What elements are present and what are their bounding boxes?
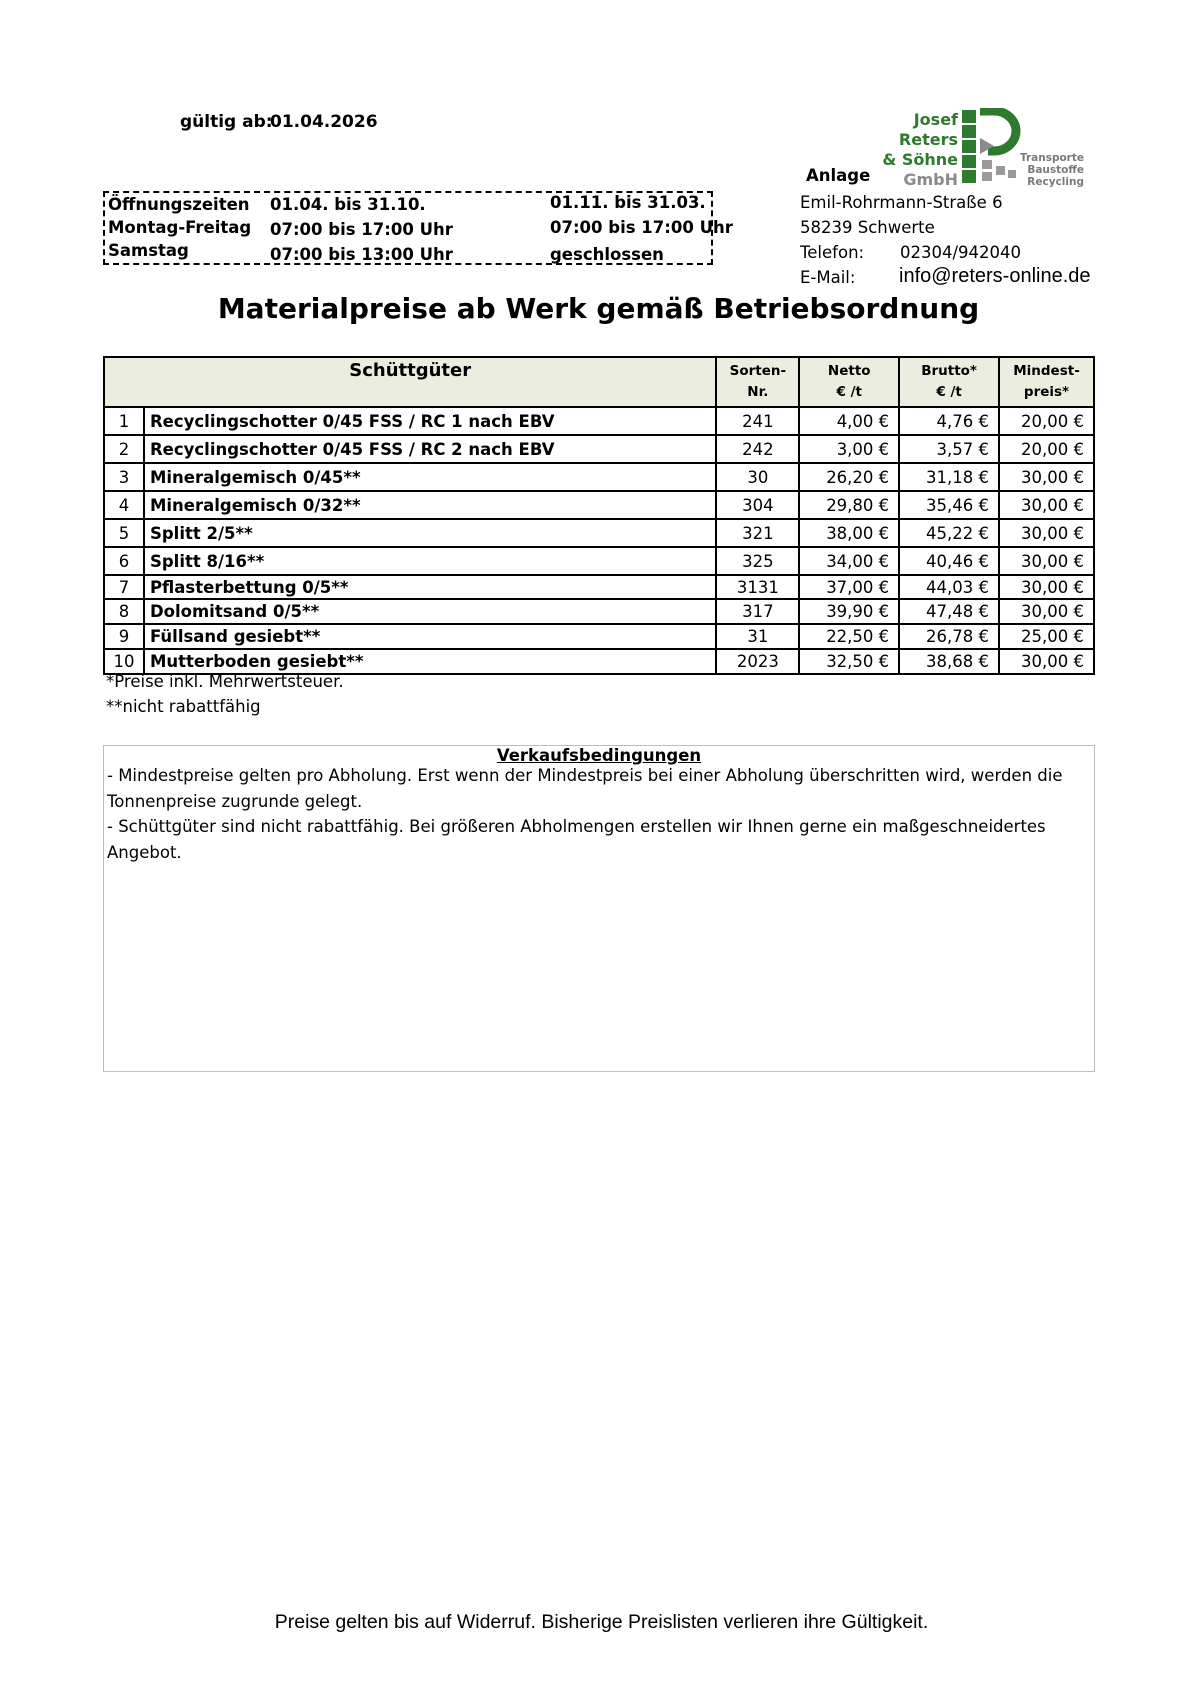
row-min-price: 20,00 € [999,407,1094,435]
vat-note: *Preise inkl. Mehrwertsteuer. [106,672,344,691]
row-min-price: 30,00 € [999,491,1094,519]
row-net: 26,20 € [799,463,899,491]
row-material: Dolomitsand 0/5** [144,599,716,624]
contact-email[interactable]: info@reters-online.de [899,265,1091,287]
logo-service-3: Recycling [1027,176,1084,188]
row-sort-no: 30 [716,463,799,491]
row-min-price: 30,00 € [999,599,1094,624]
weekday-summer-hours: 07:00 bis 17:00 Uhr [270,220,453,239]
row-gross: 47,48 € [899,599,999,624]
contact-street: Emil-Rohrmann-Straße 6 [800,193,1003,212]
row-gross: 38,68 € [899,649,999,674]
logo-line-4: GmbH [903,170,958,189]
header-sort-no: Sorten-Nr. [716,357,799,407]
header-material: Schüttgüter [104,357,716,407]
row-net: 4,00 € [799,407,899,435]
condition-line: - Mindestpreise gelten pro Abholung. Erst wenn der Mindestpreis bei einer Abholung überschritten wird, werden die [107,766,1063,785]
table-row [104,575,1094,599]
row-sort-no: 2023 [716,649,799,674]
sales-conditions-box [103,745,1095,1072]
row-gross: 45,22 € [899,519,999,547]
row-pos: 3 [104,463,144,491]
row-min-price: 30,00 € [999,547,1094,575]
row-net: 3,00 € [799,435,899,463]
row-gross: 3,57 € [899,435,999,463]
row-material: Mineralgemisch 0/45** [144,463,716,491]
page-title: Materialpreise ab Werk gemäß Betriebsordnung [217,292,980,325]
table-row [104,547,1094,575]
row-pos: 9 [104,624,144,649]
row-material: Splitt 2/5** [144,519,716,547]
row-net: 37,00 € [799,575,899,599]
row-min-price: 30,00 € [999,519,1094,547]
logo-line-2: Reters [898,130,958,149]
row-pos: 7 [104,575,144,599]
row-net: 39,90 € [799,599,899,624]
table-row [104,435,1094,463]
header-gross: Brutto* € /t [899,357,999,407]
logo-service-2: Baustoffe [1027,164,1084,176]
contact-city: 58239 Schwerte [800,218,935,237]
row-material: Pflasterbettung 0/5** [144,575,716,599]
header-min-price: Mindest- preis* [999,357,1094,407]
row-pos: 10 [104,649,144,674]
logo-service-1: Transporte [1019,152,1084,164]
row-min-price: 20,00 € [999,435,1094,463]
row-net: 32,50 € [799,649,899,674]
row-sort-no: 241 [716,407,799,435]
logo-line-3: & Söhne [882,150,958,169]
row-sort-no: 325 [716,547,799,575]
table-row [104,649,1094,674]
row-gross: 44,03 € [899,575,999,599]
row-pos: 4 [104,491,144,519]
valid-from-label: gültig ab: [180,112,273,132]
summer-range: 01.04. bis 31.10. [270,195,426,214]
table-row [104,624,1094,649]
row-pos: 8 [104,599,144,624]
opening-hours-label: Öffnungszeiten [108,195,250,214]
saturday-label: Samstag [108,241,189,260]
row-material: Recyclingschotter 0/45 FSS / RC 2 nach EBV [144,435,716,463]
row-material: Mutterboden gesiebt** [144,649,716,674]
row-gross: 31,18 € [899,463,999,491]
row-min-price: 30,00 € [999,463,1094,491]
row-sort-no: 242 [716,435,799,463]
row-pos: 5 [104,519,144,547]
table-row [104,491,1094,519]
row-pos: 6 [104,547,144,575]
winter-range: 01.11. bis 31.03. [550,193,706,212]
weekday-label: Montag-Freitag [108,218,252,237]
row-min-price: 25,00 € [999,624,1094,649]
row-gross: 26,78 € [899,624,999,649]
row-sort-no: 321 [716,519,799,547]
valid-from-date: 01.04.2026 [270,112,378,132]
table-header-row [104,357,1094,407]
opening-hours-box [103,191,733,265]
row-sort-no: 317 [716,599,799,624]
row-pos: 1 [104,407,144,435]
condition-line: Tonnenpreise zugrunde gelegt. [107,792,363,811]
condition-line: Angebot. [107,843,182,862]
row-net: 38,00 € [799,519,899,547]
row-material: Füllsand gesiebt** [144,624,716,649]
logo-line-1: Josef [913,110,958,129]
price-table [103,356,1095,675]
discount-note: **nicht rabattfähig [106,697,261,716]
row-gross: 4,76 € [899,407,999,435]
table-row [104,599,1094,624]
row-sort-no: 31 [716,624,799,649]
header-net: Netto € /t [799,357,899,407]
sales-conditions-title: Verkaufsbedingungen [496,746,702,765]
row-min-price: 30,00 € [999,649,1094,674]
table-row [104,463,1094,491]
row-material: Recyclingschotter 0/45 FSS / RC 1 nach EBV [144,407,716,435]
condition-line: - Schüttgüter sind nicht rabattfähig. Bei größeren Abholmengen erstellen wir Ihnen gerne ein maßgeschneidertes [107,817,1046,836]
row-sort-no: 304 [716,491,799,519]
logo-services [1012,152,1084,188]
contact-phone: 02304/942040 [900,243,1022,262]
contact-phone-label: Telefon: [800,243,865,262]
row-pos: 2 [104,435,144,463]
row-net: 29,80 € [799,491,899,519]
saturday-winter-hours: geschlossen [550,245,664,264]
contact-heading: Anlage [806,166,871,185]
row-net: 34,00 € [799,547,899,575]
weekday-winter-hours: 07:00 bis 17:00 Uhr [550,218,733,237]
row-min-price: 30,00 € [999,575,1094,599]
row-material: Splitt 8/16** [144,547,716,575]
table-row [104,407,1094,435]
footer-note: Preise gelten bis auf Widerruf. Bisherige Preislisten verlieren ihre Gültigkeit. [274,1611,929,1633]
saturday-summer-hours: 07:00 bis 13:00 Uhr [270,245,453,264]
row-sort-no: 3131 [716,575,799,599]
contact-email-label: E-Mail: [800,268,856,287]
company-logo [880,106,1090,192]
table-row [104,519,1094,547]
row-gross: 40,46 € [899,547,999,575]
row-material: Mineralgemisch 0/32** [144,491,716,519]
row-gross: 35,46 € [899,491,999,519]
row-net: 22,50 € [799,624,899,649]
